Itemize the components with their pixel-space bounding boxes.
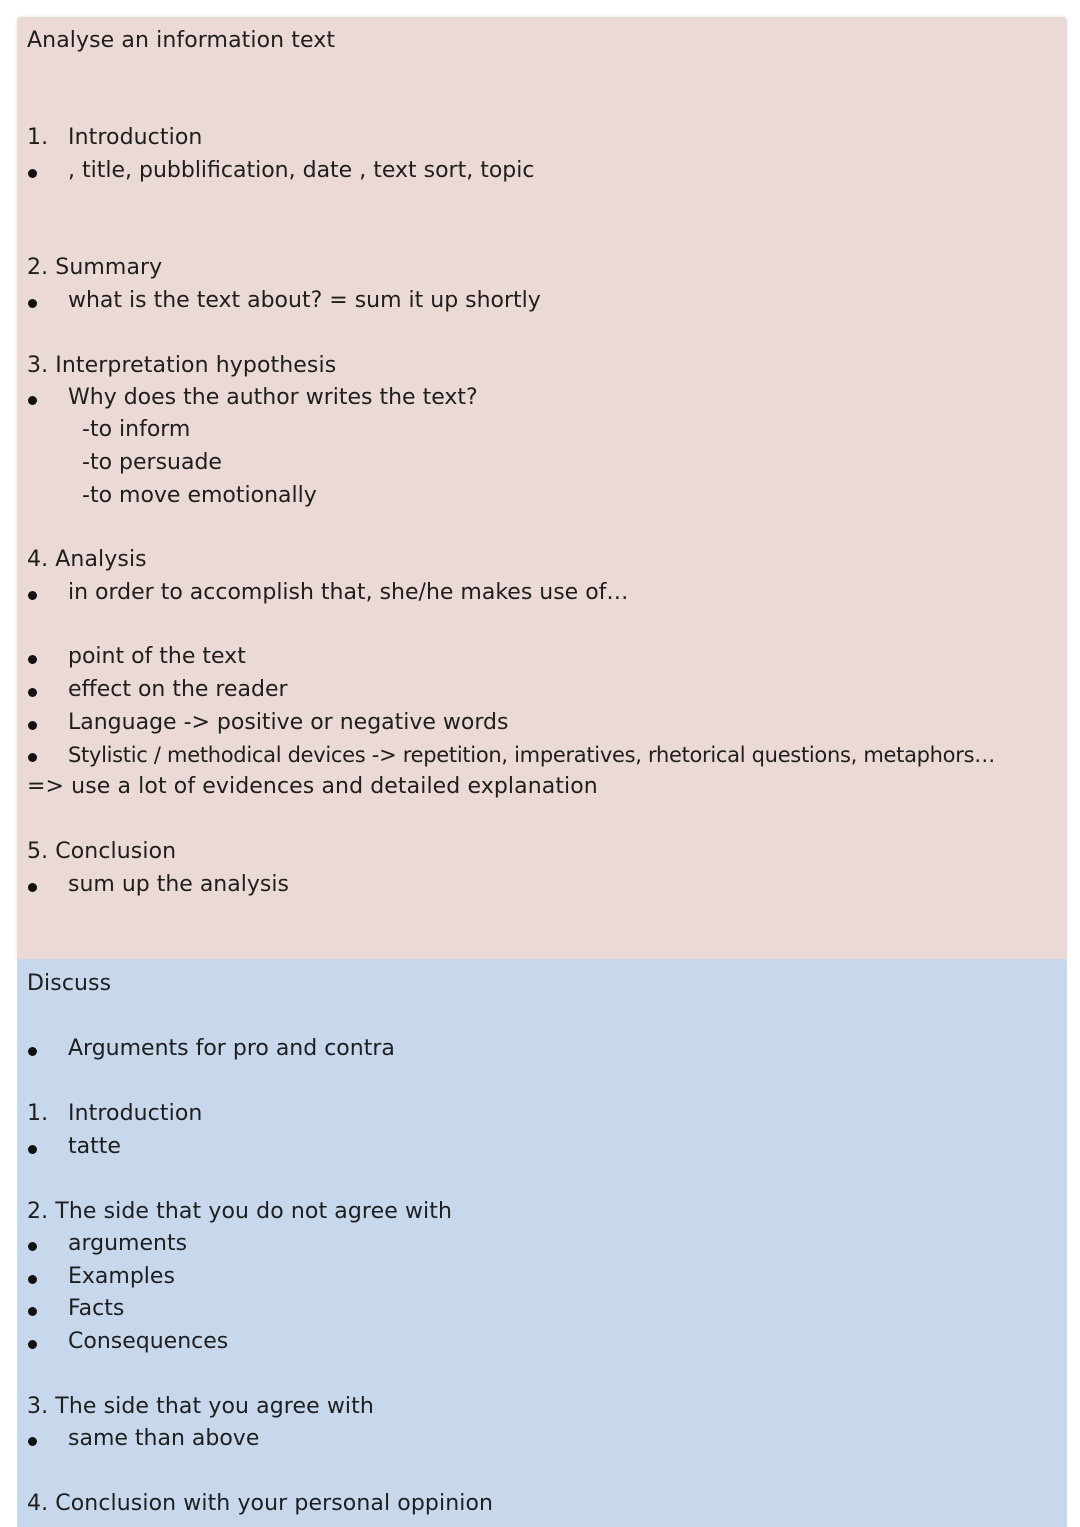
bullet-icon [28, 1275, 37, 1284]
bullet-icon [28, 753, 37, 762]
analyse-intro-heading [27, 125, 627, 151]
list-item-text: what is the text about? = sum it up shortly [68, 288, 541, 313]
list-item-text: Facts [68, 1296, 125, 1321]
sub-item: -to move emotionally [82, 483, 317, 508]
discuss-title: Discuss [27, 971, 112, 996]
bullet-icon [28, 688, 37, 697]
discuss-disagree-heading: 2. The side that you do not agree with [27, 1199, 453, 1224]
analyse-title: Analyse an information text [27, 28, 336, 53]
list-item-text: Why does the author writes the text? [68, 385, 478, 410]
sub-item: -to inform [82, 417, 191, 442]
analyse-intro-heading-text: Introduction [68, 125, 203, 150]
bullet-icon [28, 883, 37, 892]
list-item-text: sum up the analysis [68, 872, 289, 897]
list-item-text: arguments [68, 1231, 188, 1256]
list-item-text: point of the text [68, 644, 246, 669]
sub-item: -to persuade [82, 450, 222, 475]
bullet-icon [28, 1307, 37, 1316]
discuss-intro-number: 1. [27, 1101, 49, 1126]
list-item-text: Stylistic / methodical devices -> repetition, imperatives, rhetorical questions, metaphors… [68, 743, 995, 767]
list-item-text: Consequences [68, 1329, 229, 1354]
bullet-icon [28, 591, 37, 600]
analyse-summary-heading: 2. Summary [27, 255, 163, 280]
list-item-text: , title, pubblification, date , text sort, topic [68, 158, 535, 183]
bullet-icon [28, 1145, 37, 1154]
bullet-icon [28, 1047, 37, 1056]
bullet-icon [28, 299, 37, 308]
analyse-intro-number: 1. [27, 125, 49, 150]
list-item-text: Arguments for pro and contra [68, 1036, 395, 1061]
list-item-text: Examples [68, 1264, 175, 1289]
list-item-text: in order to accomplish that, she/he makes use of… [68, 580, 629, 605]
bullet-icon [28, 396, 37, 405]
analyse-panel [17, 17, 1067, 959]
discuss-intro-heading-text: Introduction [68, 1101, 203, 1126]
bullet-icon [28, 721, 37, 730]
analyse-analysis-heading: 4. Analysis [27, 547, 147, 572]
discuss-conclusion-heading: 4. Conclusion with your personal oppinion [27, 1491, 494, 1516]
list-item-text: effect on the reader [68, 677, 288, 702]
list-item-text: tatte [68, 1134, 121, 1159]
analyse-interpretation-heading: 3. Interpretation hypothesis [27, 353, 337, 378]
bullet-icon [28, 655, 37, 664]
bullet-icon [28, 1340, 37, 1349]
discuss-intro-heading [27, 1101, 627, 1127]
discuss-panel [17, 959, 1067, 1527]
bullet-icon [28, 1437, 37, 1446]
list-item-text: same than above [68, 1426, 260, 1451]
analyse-analysis-note: => use a lot of evidences and detailed explanation [27, 774, 598, 799]
analyse-conclusion-heading: 5. Conclusion [27, 839, 177, 864]
discuss-agree-heading: 3. The side that you agree with [27, 1394, 374, 1419]
bullet-icon [28, 1242, 37, 1251]
list-item-text: Language -> positive or negative words [68, 710, 509, 735]
bullet-icon [28, 169, 37, 178]
